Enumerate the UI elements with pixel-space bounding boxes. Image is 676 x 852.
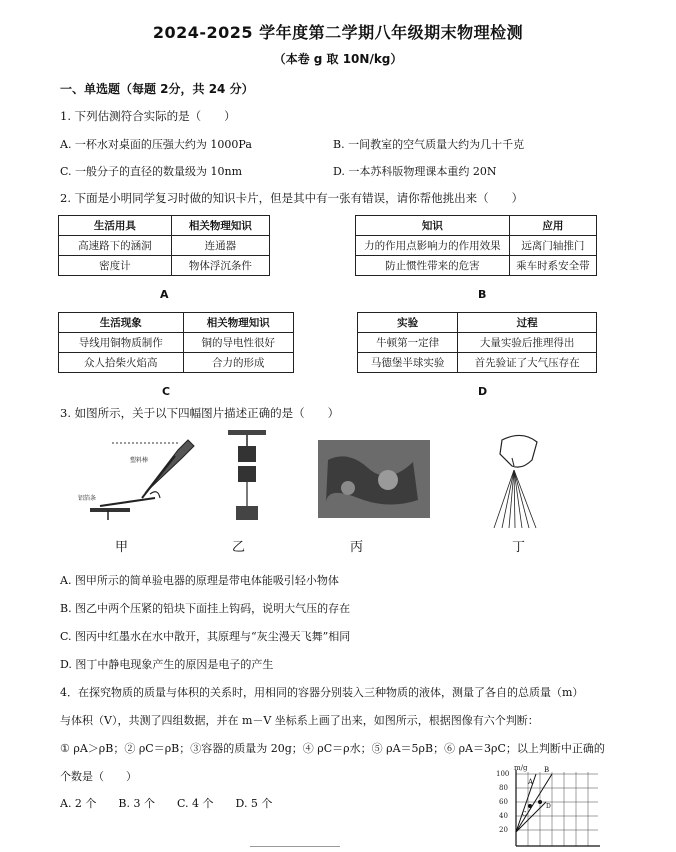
- knowledge-card-d: [357, 312, 597, 373]
- question-1-stem: 1. 下列估测符合实际的是（ ）: [60, 109, 236, 123]
- base-board: [90, 508, 130, 512]
- figure-bing: [318, 440, 430, 518]
- card-b-header-2: 应用: [509, 216, 596, 236]
- card-d-label: D: [478, 385, 488, 398]
- card-c-label: C: [162, 385, 171, 398]
- figure-yi: [222, 428, 272, 528]
- card-c-header-2: 相关物理知识: [183, 313, 293, 333]
- ceiling-mount: [228, 430, 266, 435]
- card-c-cell: 合力的形成: [183, 353, 293, 373]
- question-4-line-2: 与体积（V），共测了四组数据，并在 m－V 坐标系上画了出来，如图所示，根据图像有六个判断：: [60, 714, 539, 727]
- card-d-cell: 首先验证了大气压存在: [458, 353, 597, 373]
- exam-title: 2024-2025 学年度第二学期八年级期末物理检测: [152, 23, 524, 42]
- question-4-line-4: 个数是（ ）: [60, 770, 137, 783]
- knowledge-card-a: [58, 215, 270, 276]
- card-d-cell: 大量实验后推理得出: [458, 333, 597, 353]
- card-d-cell: 马德堡半球实验: [358, 353, 458, 373]
- card-b-cell: 力的作用点影响力的作用效果: [356, 236, 510, 256]
- card-b-label: B: [478, 288, 487, 301]
- data-point: [538, 800, 542, 804]
- card-b-header-1: 知识: [356, 216, 510, 236]
- question-3-stem: 3. 如图所示，关于以下四幅图片描述正确的是（ ）: [60, 406, 340, 420]
- card-a-cell: 密度计: [59, 256, 172, 276]
- question-4-options: A. 2 个 B. 3 个 C. 4 个 D. 5 个: [60, 797, 273, 810]
- foil-strip: [100, 498, 155, 506]
- hand: [500, 435, 537, 467]
- figure-ding: [482, 430, 552, 530]
- question-3-option-b: B. 图乙中两个压紧的铅块下面挂上钩码，说明大气压的存在: [60, 602, 351, 615]
- question-1-option-a: A. 一杯水对桌面的压强大约为 1000Pa: [60, 138, 252, 151]
- spreading-strands: [494, 470, 536, 528]
- ink-highlight: [378, 470, 398, 490]
- strand: [514, 470, 536, 528]
- card-a-cell: 高速路下的涵洞: [59, 236, 172, 256]
- card-b-cell: 防止惯性带来的危害: [356, 256, 510, 276]
- card-d-header-1: 实验: [358, 313, 458, 333]
- y-tick: 60: [499, 798, 508, 806]
- mv-graph: [494, 762, 602, 850]
- card-b-cell: 乘车时系安全带: [509, 256, 596, 276]
- figure-label-jia: 甲: [115, 540, 129, 555]
- card-c-header-1: 生活现象: [59, 313, 184, 333]
- lead-block-top: [238, 446, 256, 462]
- ink-highlight: [341, 481, 355, 495]
- rod-label: 塑料棒: [130, 457, 149, 464]
- page-footer-mark: [250, 846, 340, 847]
- question-3-option-d: D. 图丁中静电现象产生的原因是电子的产生: [60, 658, 274, 671]
- exam-subtitle: （本卷 g 取 10N/kg）: [273, 52, 403, 66]
- knowledge-card-c: [58, 312, 294, 373]
- graph-ylabel: m/g: [514, 764, 528, 772]
- question-1-option-d: D. 一本苏科版物理课本重约 20N: [333, 165, 497, 178]
- card-c-cell: 导线用铜物质制作: [59, 333, 184, 353]
- figure-jia: [70, 428, 200, 528]
- y-tick: 80: [499, 784, 508, 792]
- question-1-option-c: C. 一般分子的直径的数量级为 10nm: [60, 165, 243, 178]
- card-d-cell: 牛顿第一定律: [358, 333, 458, 353]
- card-a-cell: 连通器: [171, 236, 269, 256]
- figure-label-bing: 丙: [350, 540, 364, 555]
- y-tick: 40: [499, 812, 508, 820]
- series-label-a: A: [528, 778, 534, 786]
- series-label-b: B: [544, 766, 550, 774]
- data-point: [528, 804, 532, 808]
- y-tick: 20: [499, 826, 508, 834]
- foil-label: 铝箔条: [78, 495, 97, 502]
- card-a-header-2: 相关物理知识: [171, 216, 269, 236]
- lead-block-bottom: [238, 466, 256, 482]
- question-3-option-c: C. 图丙中红墨水在水中散开，其原理与“灰尘漫天飞舞”相同: [60, 630, 351, 643]
- series-label-d: D: [546, 803, 551, 810]
- question-2-stem: 2. 下面是小明同学复习时做的知识卡片，但是其中有一张有错误，请你帮他挑出来（ ）: [60, 191, 524, 205]
- strand: [514, 470, 529, 528]
- card-a-cell: 物体浮沉条件: [171, 256, 269, 276]
- question-1-option-b: B. 一间教室的空气质量大约为几十千克: [333, 138, 525, 151]
- y-tick: 100: [496, 770, 510, 778]
- question-4-line-3: ① ρA＞ρB；② ρC＝ρB；③容器的质量为 20g；④ ρC＝ρ水；⑤ ρA＝5ρB；⑥ ρA＝3ρC；以上判断中正确的: [60, 742, 605, 755]
- card-a-label: A: [160, 288, 169, 301]
- knowledge-card-b: [355, 215, 597, 276]
- card-a-header-1: 生活用具: [59, 216, 172, 236]
- weight: [236, 506, 258, 520]
- figure-label-ding: 丁: [512, 540, 526, 555]
- strand: [509, 470, 514, 528]
- card-c-cell: 铜的导电性很好: [183, 333, 293, 353]
- question-4-line-1: 4．在探究物质的质量与体积的关系时，用相同的容器分别装入三种物质的液体，测量了各自的总质量（m）: [60, 686, 584, 699]
- card-b-cell: 远离门轴推门: [509, 236, 596, 256]
- rotation-arrow: [150, 492, 160, 498]
- card-c-cell: 众人拾柴火焰高: [59, 353, 184, 373]
- question-3-option-a: A. 图甲所示的简单验电器的原理是带电体能吸引轻小物体: [60, 574, 339, 587]
- figure-label-yi: 乙: [232, 540, 246, 555]
- section-title: 一、单选题（每题 2分，共 24 分）: [60, 82, 254, 96]
- card-d-header-2: 过程: [458, 313, 597, 333]
- series-label-c: C: [522, 811, 527, 818]
